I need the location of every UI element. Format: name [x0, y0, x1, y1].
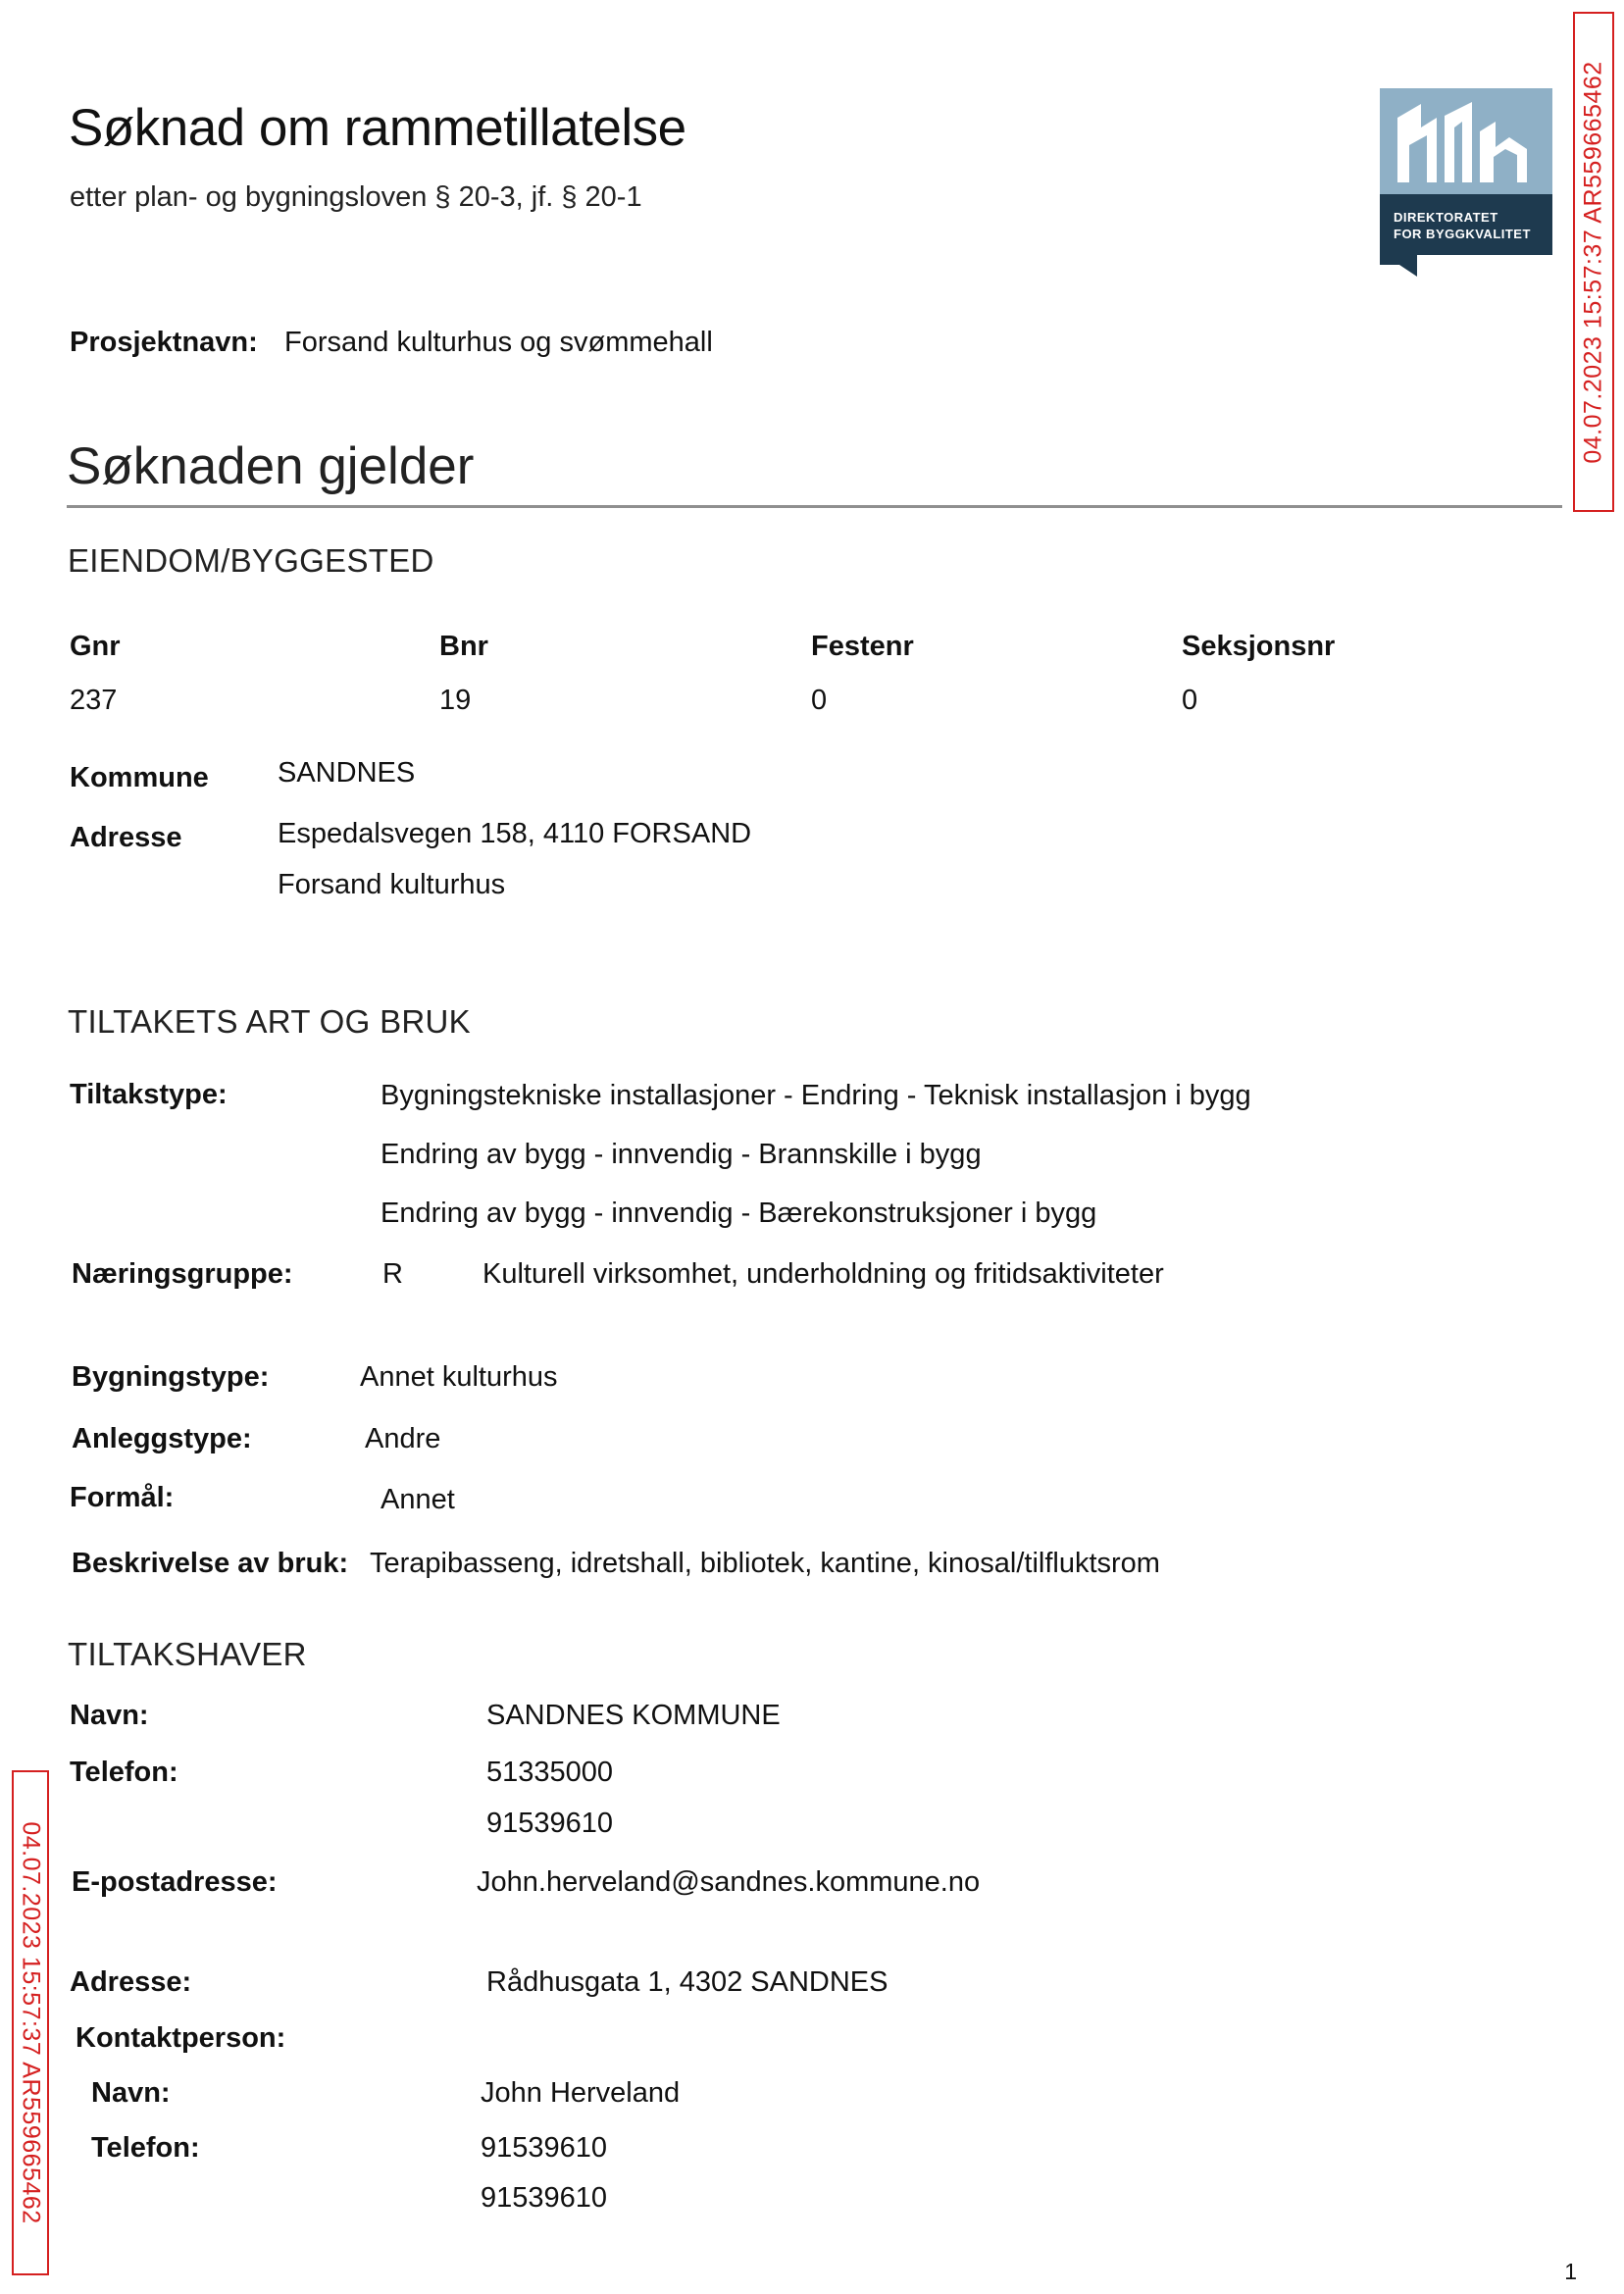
section-title: Søknaden gjelder [67, 437, 475, 495]
logo-text-line1: DIREKTORATET [1394, 210, 1498, 225]
bygningstype-value: Annet kulturhus [360, 1361, 558, 1393]
logo-text-line2: FOR BYGGKVALITET [1394, 227, 1531, 241]
adresse-line2: Forsand kulturhus [278, 869, 506, 900]
section-divider [67, 505, 1562, 508]
tiltakshaver-telefon-value: 91539610 [486, 1808, 614, 1839]
tiltakstype-label: Tiltakstype: [70, 1079, 228, 1110]
formal-value: Annet [381, 1484, 455, 1515]
project-name-label: Prosjektnavn: [70, 327, 258, 358]
seksjonsnr-value: 0 [1182, 685, 1198, 716]
tiltakshaver-navn-value: SANDNES KOMMUNE [486, 1700, 781, 1731]
archive-stamp-bottom [12, 1770, 49, 2275]
kontakt-telefon-value: 91539610 [481, 2182, 608, 2214]
archive-stamp-text: 04.07.2023 15:57:37 AR559665462 [17, 1821, 45, 2224]
gnr-value: 237 [70, 685, 118, 716]
kontaktperson-label: Kontaktperson: [76, 2022, 286, 2054]
beskrivelse-value: Terapibasseng, idretshall, bibliotek, kantine, kinosal/tilfluktsrom [370, 1548, 1160, 1579]
formal-label: Formål: [70, 1482, 175, 1513]
kontakt-telefon-label: Telefon: [91, 2132, 200, 2164]
tiltakstype-item: Endring av bygg - innvendig - Bærekonstruksjoner i bygg [381, 1198, 1097, 1229]
adresse-line1: Espedalsvegen 158, 4110 FORSAND [278, 818, 752, 849]
naeringsgruppe-value: Kulturell virksomhet, underholdning og fritidsaktiviteter [482, 1258, 1164, 1290]
document-subtitle: etter plan- og bygningsloven § 20-3, jf. § 20-1 [70, 181, 642, 213]
kontakt-navn-value: John Herveland [481, 2077, 681, 2109]
kommune-label: Kommune [70, 762, 209, 793]
adresse-label: Adresse [70, 822, 182, 853]
festenr-value: 0 [811, 685, 828, 716]
bygningstype-label: Bygningstype: [72, 1361, 270, 1393]
tiltakshaver-adresse-label: Adresse: [70, 1966, 192, 1998]
tiltakstype-item: Bygningstekniske installasjoner - Endring - Teknisk installasjon i bygg [381, 1080, 1251, 1111]
kontakt-telefon-value: 91539610 [481, 2132, 608, 2164]
naeringsgruppe-code: R [382, 1258, 403, 1290]
document-title: Søknad om rammetillatelse [69, 99, 686, 157]
dibk-logo [1380, 88, 1552, 277]
tiltakstype-item: Endring av bygg - innvendig - Brannskille i bygg [381, 1139, 982, 1170]
dibk-logo-icon [1380, 88, 1552, 277]
tiltak-heading: TILTAKETS ART OG BRUK [68, 1003, 471, 1040]
festenr-label: Festenr [811, 631, 914, 662]
page-number: 1 [1564, 2259, 1577, 2284]
tiltakshaver-heading: TILTAKSHAVER [68, 1636, 307, 1672]
seksjonsnr-label: Seksjonsnr [1182, 631, 1336, 662]
beskrivelse-label: Beskrivelse av bruk: [72, 1548, 349, 1579]
tiltakshaver-telefon-label: Telefon: [70, 1757, 178, 1788]
eiendom-heading: EIENDOM/BYGGESTED [68, 542, 434, 579]
kontakt-navn-label: Navn: [91, 2077, 171, 2109]
tiltakshaver-telefon-value: 51335000 [486, 1757, 614, 1788]
anleggstype-label: Anleggstype: [72, 1423, 252, 1454]
tiltakshaver-navn-label: Navn: [70, 1700, 149, 1731]
gnr-label: Gnr [70, 631, 121, 662]
archive-stamp-text: 04.07.2023 15:57:37 AR559665462 [1579, 60, 1607, 464]
tiltakshaver-epost-value: John.herveland@sandnes.kommune.no [477, 1866, 981, 1898]
tiltakshaver-epost-label: E-postadresse: [72, 1866, 278, 1898]
naeringsgruppe-label: Næringsgruppe: [72, 1258, 293, 1290]
bnr-label: Bnr [439, 631, 488, 662]
tiltakshaver-adresse-value: Rådhusgata 1, 4302 SANDNES [486, 1966, 888, 1998]
project-name-value: Forsand kulturhus og svømmehall [284, 327, 713, 358]
anleggstype-value: Andre [365, 1423, 441, 1454]
bnr-value: 19 [439, 685, 472, 716]
kommune-value: SANDNES [278, 757, 416, 789]
archive-stamp-top [1573, 12, 1614, 512]
